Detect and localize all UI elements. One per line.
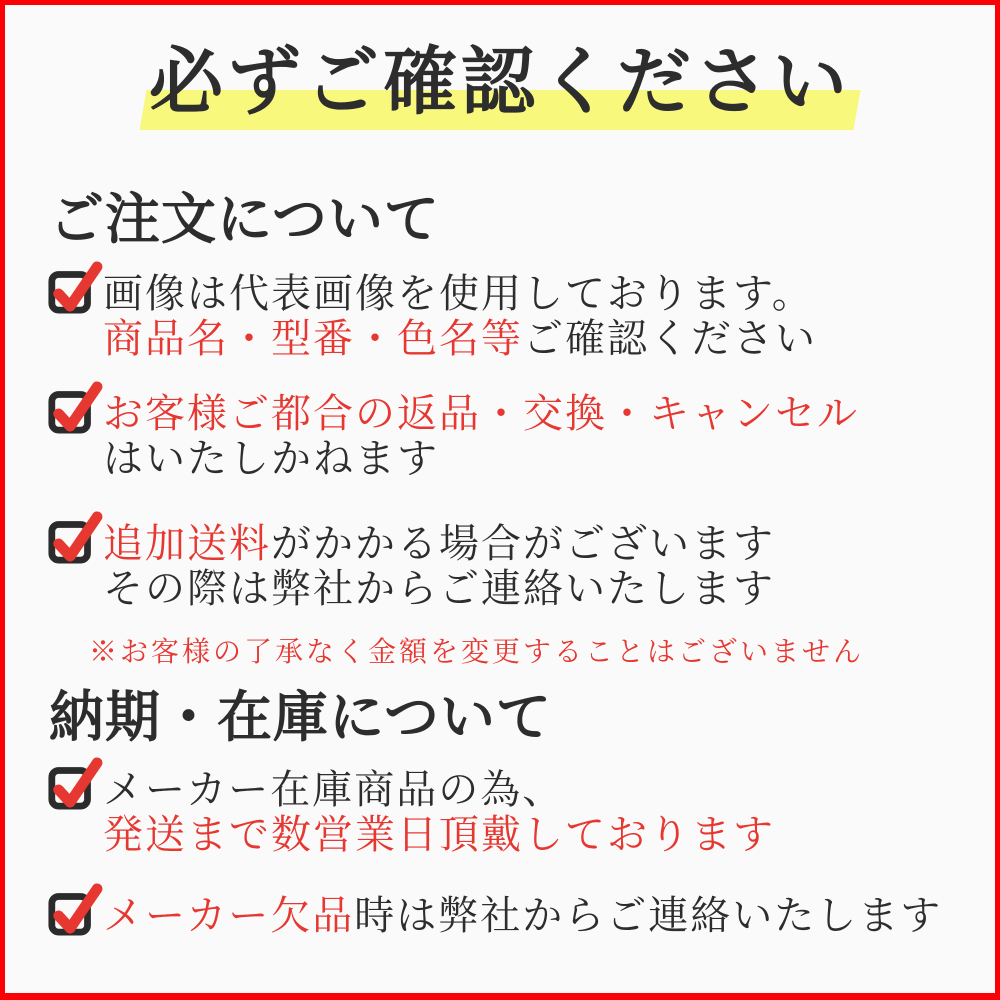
item-segment: がかかる場合がございます <box>271 521 775 567</box>
section-heading-orders: ご注文について <box>49 186 440 251</box>
checklist-item-maker-shortage <box>47 894 942 939</box>
item-segment: メーカー在庫商品の為、 <box>103 767 565 813</box>
item-line <box>103 437 859 482</box>
item-segment-emphasis: 商品名・型番・色名等 <box>103 315 523 362</box>
checkbox-checked-icon <box>47 510 101 564</box>
checkbox-checked-icon <box>47 756 101 810</box>
item-line <box>103 272 817 317</box>
item-line <box>103 567 864 612</box>
checklist-item-maker-stock <box>47 768 775 858</box>
item-text <box>89 521 865 668</box>
item-line <box>103 522 864 567</box>
item-text <box>103 768 775 858</box>
checklist-item-extra-shipping <box>47 522 864 667</box>
item-segment-emphasis: お客様ご都合の返品・交換・キャンセル <box>103 391 859 437</box>
item-segment: 画像は代表画像を使用しております。 <box>103 271 814 317</box>
item-text <box>103 272 817 362</box>
section-heading-delivery-stock: 納期・在庫について <box>49 684 552 749</box>
item-line <box>103 317 817 362</box>
item-text <box>103 894 942 939</box>
item-segment: 時は弊社からご連絡いたします <box>354 893 943 939</box>
checkbox-checked-icon <box>47 260 101 314</box>
checkbox-checked-icon <box>47 882 101 936</box>
item-text <box>103 392 859 482</box>
item-line <box>103 392 859 437</box>
item-segment: その際は弊社からご連絡いたします <box>103 565 775 612</box>
item-segment-emphasis: 発送まで数営業日頂戴しております <box>103 811 775 858</box>
checkbox-checked-icon <box>47 380 101 434</box>
item-line <box>103 894 942 939</box>
item-segment-emphasis: メーカー欠品 <box>103 893 355 939</box>
item-segment-emphasis: 追加送料 <box>103 521 271 567</box>
checklist-item-no-returns <box>47 392 859 482</box>
item-line <box>103 768 775 813</box>
item-segment: ご確認ください <box>523 315 817 362</box>
item-note: ※お客様の了承なく金額を変更することはございません <box>89 634 865 668</box>
page-title: 必ずご確認ください <box>149 39 851 125</box>
checklist-item-representative-image <box>47 272 817 362</box>
item-segment: はいたしかねます <box>103 435 439 482</box>
item-line <box>103 813 775 858</box>
